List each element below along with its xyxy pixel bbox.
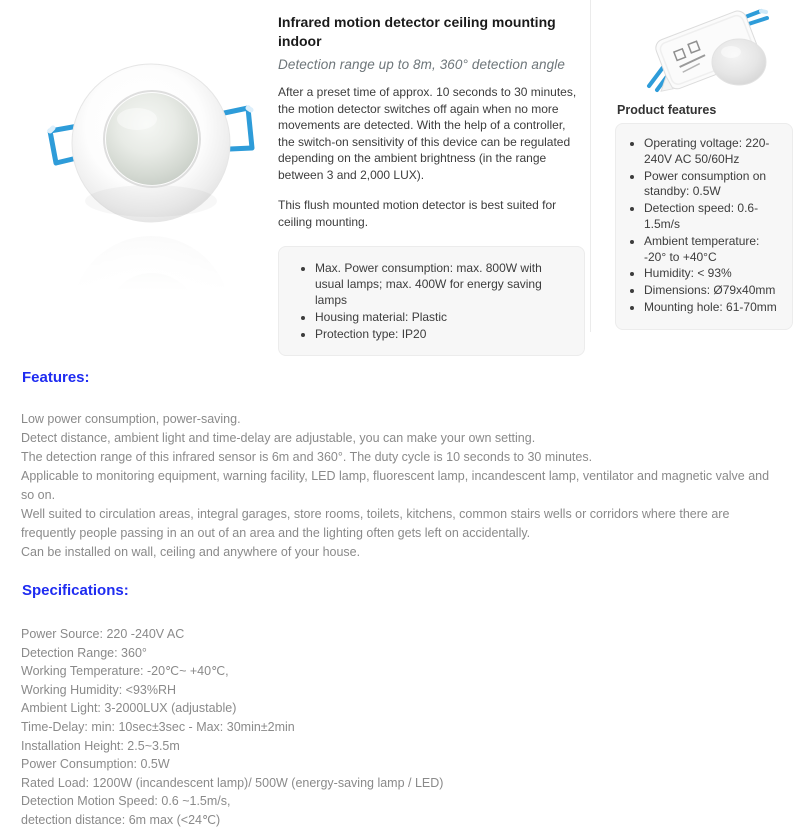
product-feature-bullet: • Operating voltage: 220-240V AC 50/60Hz xyxy=(644,136,780,168)
highlights-list xyxy=(293,260,570,342)
feature-line: Can be installed on wall, ceiling and anywhere of your house. xyxy=(21,545,361,559)
hero-section xyxy=(0,0,800,356)
feature-line: The detection range of this infrared sensor is 6m and 360°. The duty cycle is 10 seconds to 30 minutes. xyxy=(21,450,593,464)
product-feature-bullet: • Detection speed: 0.6-1.5m/s xyxy=(644,201,780,233)
product-features-list xyxy=(622,136,780,316)
product-description-column xyxy=(278,0,585,356)
highlight-bullet: • Housing material: Plastic xyxy=(315,309,570,325)
detector-dome-lens xyxy=(106,93,198,185)
description-paragraph: After a preset time of approx. 10 seconds to 30 minutes, the motion detector switches off again when no more movements are detected. With the help of a controller, the switch-on sensitivity of this device can be regulated depending on the ambient brightness (in the range between 3 and 2,000 LUX). xyxy=(278,85,577,182)
description-paragraph: This flush mounted motion detector is best suited for ceiling mounting. xyxy=(278,198,557,229)
product-feature-bullet: • Power consumption on standby: 0.5W xyxy=(644,169,780,201)
spec-line: Time-Delay: min: 10sec±3sec - Max: 30min±2min xyxy=(21,719,295,734)
feature-line: Well suited to circulation areas, integral garages, store rooms, toilets, kitchens, common stairs wells or corridors where there are frequently people passing in an out of an area and the lighting often gets left on accidentally. xyxy=(21,507,730,540)
feature-line: Detect distance, ambient light and time-delay are adjustable, you can make your own setting. xyxy=(21,431,536,445)
highlight-bullet: • Max. Power consumption: max. 800W with usual lamps; max. 400W for energy saving lamps xyxy=(315,260,570,308)
specifications-text xyxy=(21,625,779,830)
spec-line: Ambient Light: 3-2000LUX (adjustable) xyxy=(21,701,237,716)
spec-line: Rated Load: 1200W (incandescent lamp)/ 500W (energy-saving lamp / LED) xyxy=(21,775,444,790)
product-thumb-image xyxy=(615,2,793,94)
spec-line: detection distance: 6m max (<24℃) xyxy=(21,812,221,827)
spec-line: Detection Range: 360° xyxy=(21,645,147,660)
product-feature-bullet: • Humidity: < 93% xyxy=(644,266,780,282)
product-features-heading: Product features xyxy=(617,103,717,117)
feature-line: Applicable to monitoring equipment, warning facility, LED lamp, fluorescent lamp, incandescent lamp, ventilator and magnetic valve and so on. xyxy=(21,469,770,502)
product-feature-bullet: • Ambient temperature: -20° to +40°C xyxy=(644,234,780,266)
highlight-bullet: • Protection type: IP20 xyxy=(315,326,570,342)
product-features-column xyxy=(590,0,777,332)
highlights-box xyxy=(278,246,585,356)
spec-line: Detection Motion Speed: 0.6 ~1.5m/s, xyxy=(21,794,231,809)
features-text xyxy=(21,410,779,562)
product-features-box xyxy=(615,123,793,330)
spec-line: Working Humidity: <93%RH xyxy=(21,682,177,697)
spec-line: Power Consumption: 0.5W xyxy=(21,757,170,772)
specifications-heading: Specifications: xyxy=(22,582,129,599)
product-image-column xyxy=(20,0,270,320)
product-subtitle: Detection range up to 8m, 360° detection angle xyxy=(278,57,565,72)
spec-line: Working Temperature: -20℃~ +40℃, xyxy=(21,664,229,679)
spec-line: Installation Height: 2.5~3.5m xyxy=(21,738,180,753)
spec-line: Power Source: 220 -240V AC xyxy=(21,627,185,641)
product-title: Infrared motion detector ceiling mounting indoor xyxy=(278,14,556,49)
feature-line: Low power consumption, power-saving. xyxy=(21,412,241,426)
features-heading: Features: xyxy=(22,369,90,386)
product-feature-bullet: • Mounting hole: 61-70mm xyxy=(644,300,780,316)
detector-dome-lens xyxy=(712,39,766,85)
details-section xyxy=(0,369,800,830)
product-main-image xyxy=(20,13,270,313)
product-feature-bullet: • Dimensions: Ø79x40mm xyxy=(644,283,780,299)
